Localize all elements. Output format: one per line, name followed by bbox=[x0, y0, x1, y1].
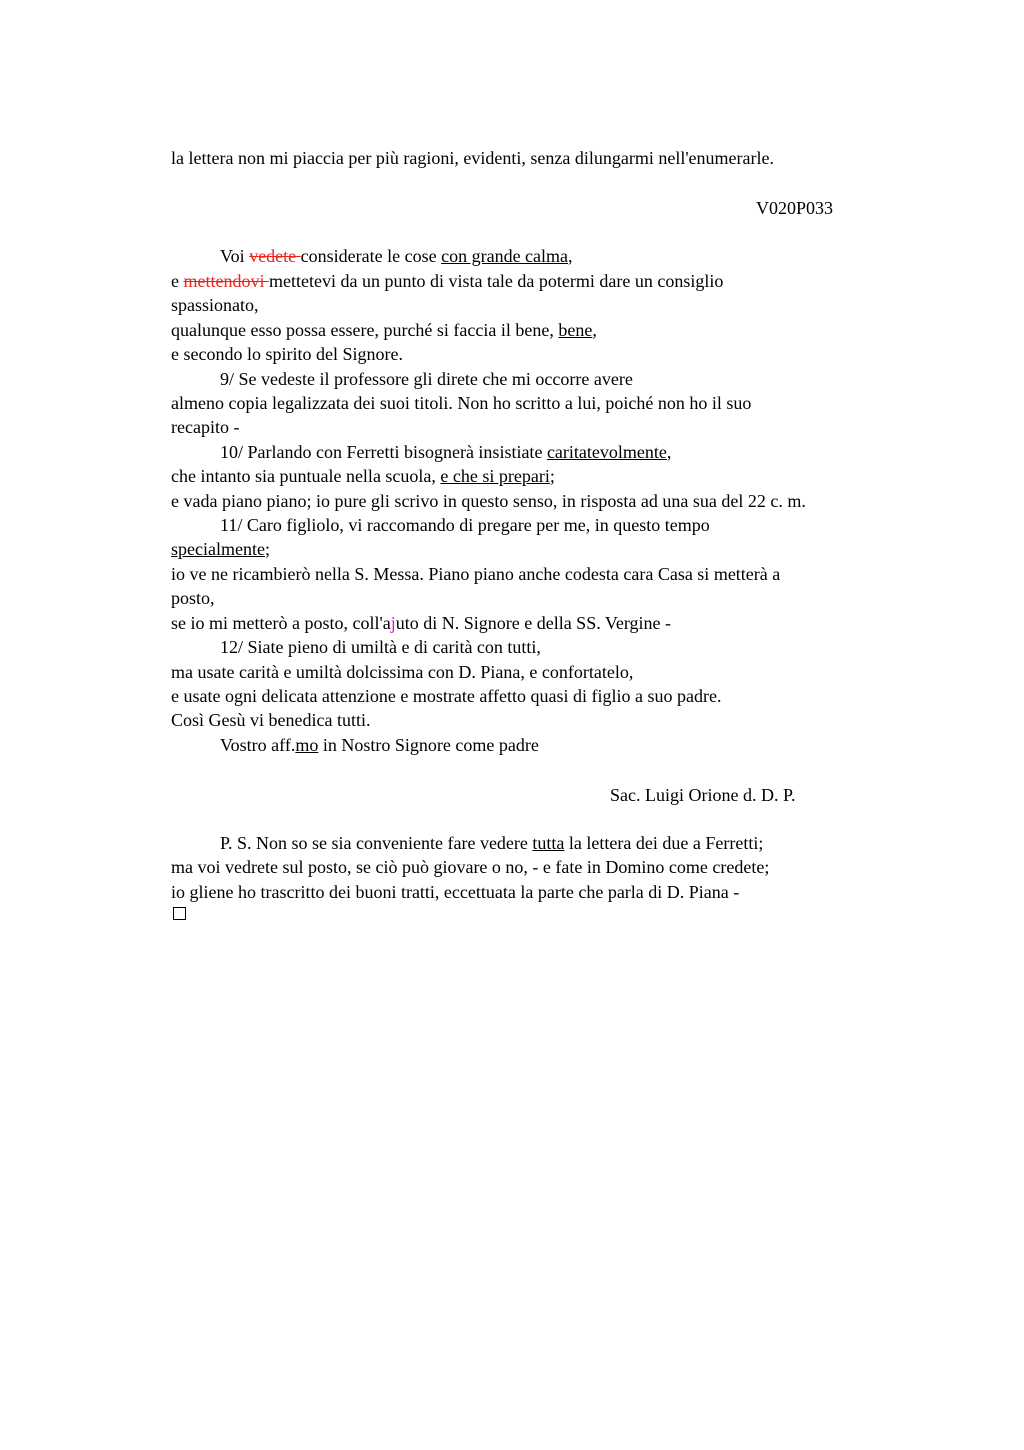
text-line: ma usate carità e umiltà dolcissima con D. Piana, e confortatelo, bbox=[171, 662, 634, 682]
closing-line: Vostro aff.mo in Nostro Signore come padre bbox=[220, 735, 539, 755]
underlined-text: con grande calma bbox=[441, 246, 569, 266]
text-line: se io mi metterò a posto, coll'ajuto di N. Signore e della SS. Vergine - bbox=[171, 613, 672, 633]
underlined-text: specialmente bbox=[171, 539, 265, 559]
inserted-text: j bbox=[390, 613, 396, 633]
underlined-text: bene bbox=[558, 320, 593, 340]
text-line: 9/ Se vedeste il professore gli direte che mi occorre avere bbox=[220, 369, 633, 389]
text-line: Voi vedete considerate le cose con grande calma, bbox=[220, 246, 573, 266]
page-code: V020P033 bbox=[756, 198, 834, 218]
empty-square-icon bbox=[173, 907, 186, 920]
text-line: 10/ Parlando con Ferretti bisognerà insistiate caritatevolmente, bbox=[220, 442, 672, 462]
text-line: e secondo lo spirito del Signore. bbox=[171, 344, 403, 364]
postscript-line: P. S. Non so se sia conveniente fare vedere tutta la lettera dei due a Ferretti; bbox=[220, 833, 764, 853]
text-line: io ve ne ricambierò nella S. Messa. Piano piano anche codesta cara Casa si metterà a bbox=[171, 564, 781, 584]
underlined-text: caritatevolmente bbox=[546, 442, 667, 462]
underlined-text: tutta bbox=[532, 833, 565, 853]
postscript-line: io gliene ho trascritto dei buoni tratti, eccettuata la parte che parla di D. Piana - bbox=[171, 882, 740, 902]
text-line: e mettendovi mettetevi da un punto di vista tale da potermi dare un consiglio bbox=[171, 271, 724, 291]
postscript-line: ma voi vedrete sul posto, se ciò può giovare o no, - e fate in Domino come credete; bbox=[171, 857, 770, 877]
text-line: che intanto sia puntuale nella scuola, e che si prepari; bbox=[171, 466, 555, 486]
text-line: e vada piano piano; io pure gli scrivo in questo senso, in risposta ad una sua del 22 c. m. bbox=[171, 491, 806, 511]
signature: Sac. Luigi Orione d. D. P. bbox=[610, 785, 796, 805]
text-line: e usate ogni delicata attenzione e mostrate affetto quasi di figlio a suo padre. bbox=[171, 686, 722, 706]
deleted-text: mettendovi bbox=[183, 271, 269, 291]
underlined-text: e che si prepari bbox=[440, 466, 550, 486]
text-line: Così Gesù vi benedica tutti. bbox=[171, 710, 371, 730]
text-line: posto, bbox=[171, 588, 215, 608]
text-line: la lettera non mi piaccia per più ragioni, evidenti, senza dilungarmi nell'enumerarle. bbox=[171, 148, 775, 168]
underlined-text: mo bbox=[295, 735, 319, 755]
text-line: 12/ Siate pieno di umiltà e di carità con tutti, bbox=[220, 637, 541, 657]
text-line: spassionato, bbox=[171, 295, 259, 315]
text-line: 11/ Caro figliolo, vi raccomando di pregare per me, in questo tempo bbox=[220, 515, 710, 535]
text-line: specialmente; bbox=[171, 539, 270, 559]
deleted-text: vedete bbox=[249, 246, 301, 266]
text-line: almeno copia legalizzata dei suoi titoli. Non ho scritto a lui, poiché non ho il suo bbox=[171, 393, 752, 413]
text-line: qualunque esso possa essere, purché si faccia il bene, bene, bbox=[171, 320, 597, 340]
text-line: recapito - bbox=[171, 417, 240, 437]
